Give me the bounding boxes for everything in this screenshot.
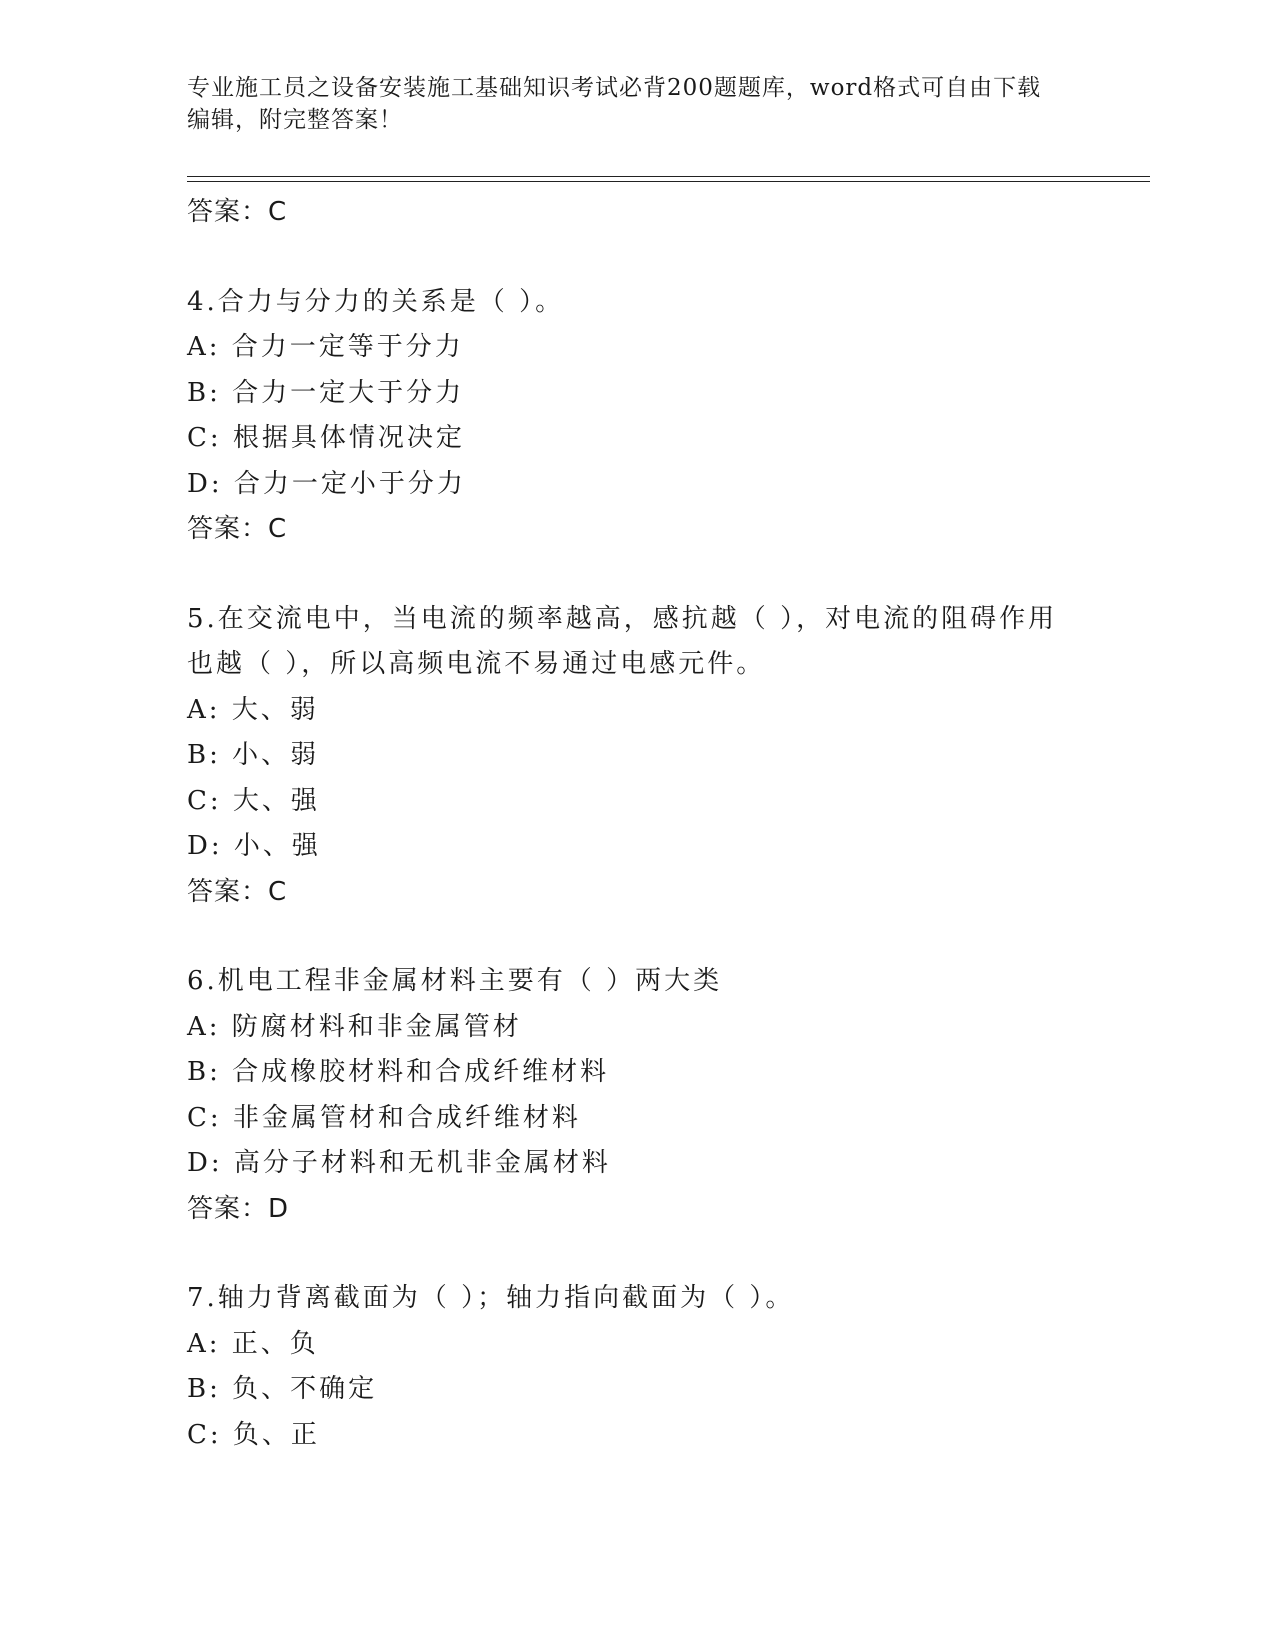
header-rule-bottom bbox=[187, 181, 1150, 182]
question-7 bbox=[187, 1276, 1117, 1458]
question-title: 4.合力与分力的关系是（ ）。 bbox=[187, 286, 565, 317]
option-b: B: 合力一定大于分力 bbox=[187, 377, 465, 408]
spacer bbox=[187, 915, 1117, 959]
question-title: 6.机电工程非金属材料主要有（ ）两大类 bbox=[187, 966, 723, 996]
option-b: B: 小、弱 bbox=[187, 740, 320, 770]
question-list bbox=[187, 190, 1117, 1458]
spacer bbox=[187, 553, 1117, 597]
option-a: A: 正、负 bbox=[187, 1328, 319, 1359]
question-title-line-2: 也越（ ），所以高频电流不易通过电感元件。 bbox=[187, 649, 766, 679]
answer: 答案：C bbox=[187, 876, 288, 907]
option-d: D: 高分子材料和无机非金属材料 bbox=[187, 1148, 611, 1178]
document-header bbox=[187, 72, 1067, 136]
spacer bbox=[187, 236, 1117, 280]
header-line-2: 编辑，附完整答案！ bbox=[187, 107, 403, 133]
option-d: D: 合力一定小于分力 bbox=[187, 468, 466, 499]
answer: 答案：D bbox=[187, 1193, 290, 1224]
option-b: B: 合成橡胶材料和合成纤维材料 bbox=[187, 1057, 610, 1087]
option-c: C: 大、强 bbox=[187, 785, 320, 816]
spacer bbox=[187, 1232, 1117, 1276]
question-title-line-1: 5.在交流电中，当电流的频率越高，感抗越（ ），对电流的阻碍作用 bbox=[187, 603, 1058, 634]
option-a: A: 防腐材料和非金属管材 bbox=[187, 1011, 522, 1042]
question-6 bbox=[187, 959, 1117, 1232]
question-5 bbox=[187, 597, 1117, 916]
header-rule-top bbox=[187, 176, 1150, 177]
option-c: C: 根据具体情况决定 bbox=[187, 423, 465, 453]
option-b: B: 负、不确定 bbox=[187, 1374, 378, 1404]
question-title: 7.轴力背离截面为（ ）；轴力指向截面为（ ）。 bbox=[187, 1283, 795, 1313]
option-c: C: 负、正 bbox=[187, 1419, 320, 1450]
option-d: D: 小、强 bbox=[187, 831, 321, 861]
previous-answer: 答案：C bbox=[187, 197, 288, 227]
question-4 bbox=[187, 280, 1117, 553]
answer: 答案：C bbox=[187, 514, 288, 544]
option-c: C: 非金属管材和合成纤维材料 bbox=[187, 1102, 581, 1133]
option-a: A: 大、弱 bbox=[187, 694, 319, 725]
header-line-1: 专业施工员之设备安装施工基础知识考试必背200题题库，word格式可自由下载 bbox=[187, 75, 1042, 101]
option-a: A: 合力一定等于分力 bbox=[187, 332, 464, 362]
